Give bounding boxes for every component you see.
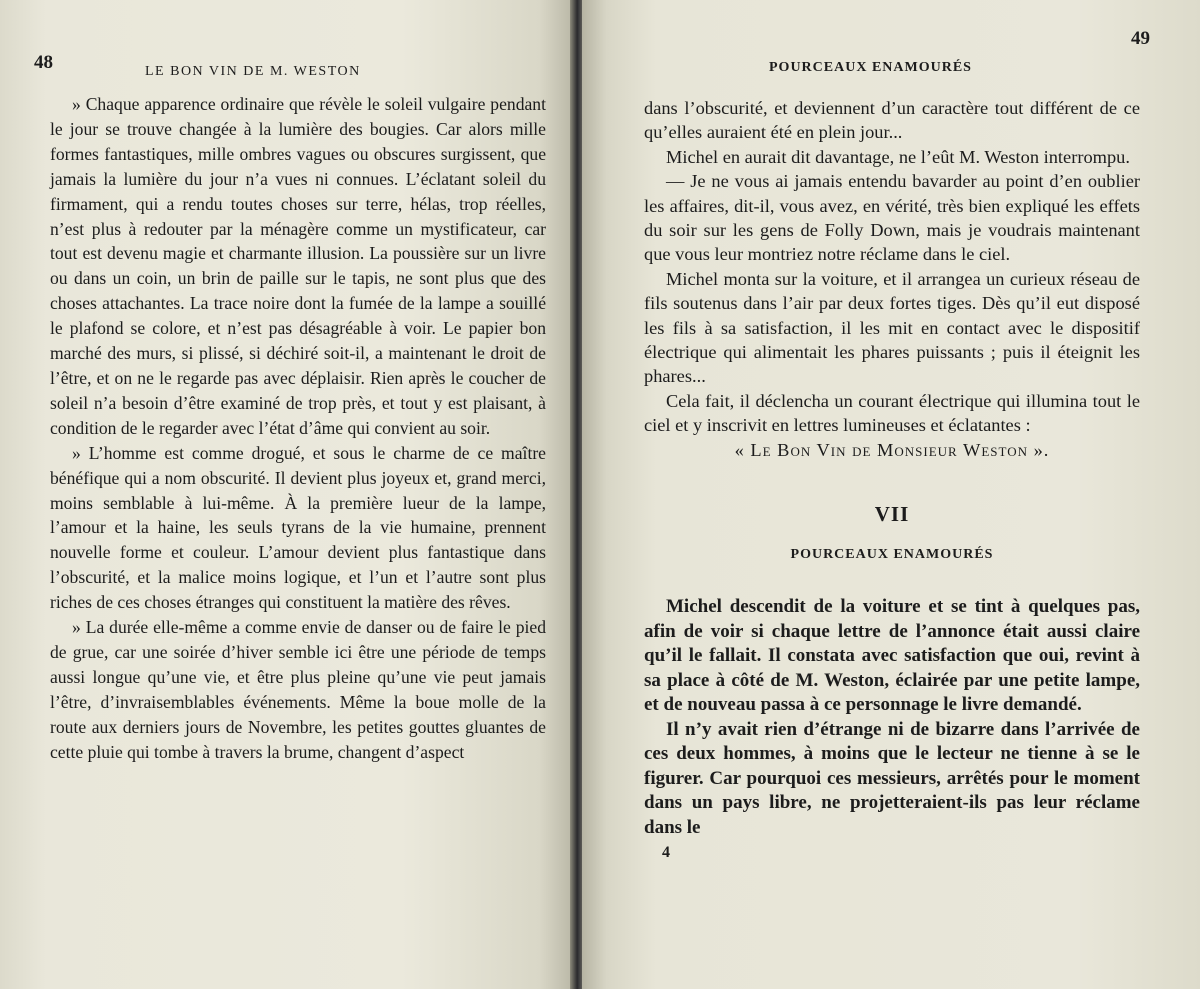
right-paragraph-2: Michel en aurait dit davantage, ne l’eût M. Weston interrompu.: [666, 146, 1130, 167]
chapter-paragraph-1: Michel descendit de la voiture et se tint à quelques pas, afin de voir si chaque lettre de l’annonce était aussi claire qu’il le fallait. Il constata avec satisfaction que oui, revint à sa place à côté de M. Weston, éclairée par une petite lampe, et de nouveau passa à ce personnage le livre demandé.: [644, 596, 1140, 716]
right-running-head: POURCEAUX ENAMOURÉS: [769, 60, 972, 75]
left-page-header: [34, 52, 546, 92]
right-paragraph-5: Cela fait, il déclencha un courant électrique qui illumina tout le ciel et y inscrivit en lettres lumineuses et éclatantes :: [644, 390, 1140, 436]
chapter-paragraph-2: Il n’y avait rien d’étrange ni de bizarre dans l’arrivée de ces deux hommes, à moins que le lecteur ne tienne à se le figurer. Car pourquoi ces messieurs, arrêtés pour le moment dans un pays libre, ne projetteraient-ils pas leur réclame dans le: [644, 718, 1140, 838]
left-paragraph-2: » L’homme est comme drogué, et sous le charme de ce maître bénéfique qui a nom obscurité. Il devient plus joyeux et, grand merci, moins semblable à lui-même. À la première lueur de la lampe, l’amour et la haine, les seuls tyrans de la vie humaine, prennent nouvelle forme et couleur. L’amour devient plus fantastique dans l’obscurité, et la malice moins logique, et l’un et l’autre sont plus riches de ces choses étranges qui constituent la matière des rêves.: [50, 442, 546, 613]
sign-text: « Le Bon Vin de Monsieur Weston ».: [734, 439, 1050, 460]
left-page-number: 48: [34, 52, 53, 73]
right-page-header: [644, 28, 1150, 75]
chapter-title: POURCEAUX ENAMOURÉS: [790, 547, 994, 563]
right-paragraph-1: dans l’obscurité, et deviennent d’un caractère tout différent de ce qu’elles auraient été en plein jour...: [644, 98, 1140, 143]
signature-mark: 4: [662, 844, 670, 862]
chapter-number: VII: [874, 502, 910, 527]
right-page-number: 49: [1131, 28, 1150, 49]
left-paragraph-3: » La durée elle-même a comme envie de danser ou de faire le pied de grue, car une soirée d’hiver semble ici être une période de temps aussi longue qu’une vie, et être plus pleine qu’une vie peut jamais l’être, d’invraisemblables événements. Même la boue molle de la route aux derniers jours de Novembre, les petites gouttes gluantes de cette pluie qui tombe à travers la brume, changent d’aspect: [50, 617, 546, 762]
right-page-body: [644, 96, 1140, 462]
chapter-body: [644, 595, 1140, 840]
left-page-body: [50, 92, 546, 764]
left-page: [0, 0, 574, 989]
left-paragraph-1: » Chaque apparence ordinaire que révèle le soleil vulgaire pendant le jour se trouve changée à la lumière des bougies. Car alors mille formes fantastiques, mille ombres vagues ou obscures surgissent, que jamais la lumière du jour n’a vues ni connues. L’éclatant soleil du firmament, qui a rendu toutes choses sur terre, hélas, trop réelles, n’est plus à redouter par la ménagère comme un mystificateur, car tout est devenu magie et charmante illusion. La poussière sur un livre ou dans un coin, un brin de paille sur le tapis, ne sont plus que des choses attachantes. La trace noire dont la fumée de la lampe a souillé le plafond se colore, et n’est pas désagréable à voir. Le papier bon marché des murs, si plissé, si déchiré soit-il, a maintenant le droit de l’être, et on ne le regarde pas avec déplaisir. Rien après le coucher de soleil n’a besoin d’être examiné de trop près, et tout y est plaisant, à condition de le regarder avec l’état d’âme qui convient au soir.: [50, 94, 546, 438]
left-running-head: LE BON VIN DE M. WESTON: [145, 64, 361, 79]
right-paragraph-4: Michel monta sur la voiture, et il arrangea un curieux réseau de fils soutenus dans l’air par deux fortes tiges. Dès qu’il eut disposé les fils à sa satisfaction, il les mit en contact avec le dispositif électrique qui alimentait les phares puissants ; puis il éteignit les phares...: [644, 268, 1140, 387]
right-page: [582, 0, 1200, 989]
right-paragraph-3: — Je ne vous ai jamais entendu bavarder au point d’en oublier les affaires, dit-il, vous avez, en vérité, très bien expliqué les effets du soir sur les gens de Folly Down, mais je voudrais maintenant que vous leur montriez notre réclame dans le ciel.: [644, 171, 1140, 265]
